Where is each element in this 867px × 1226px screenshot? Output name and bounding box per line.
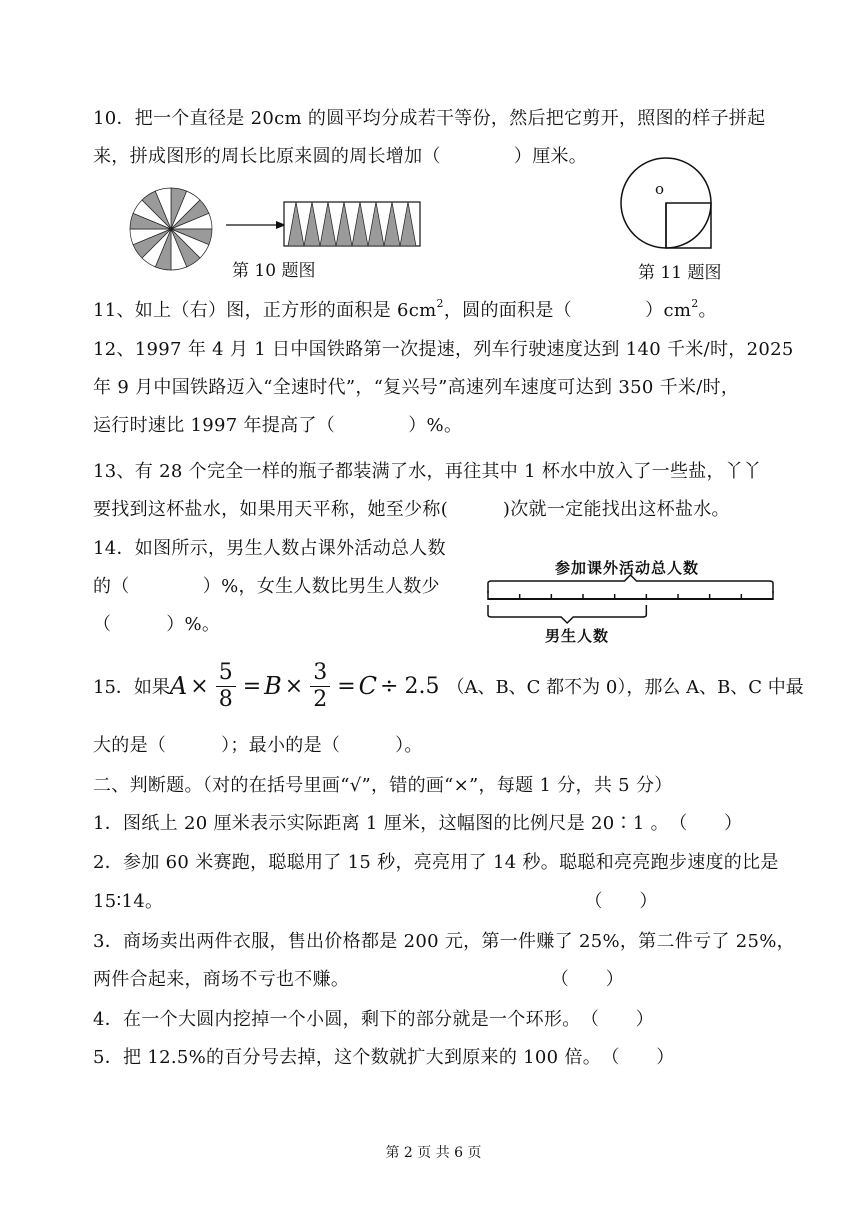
q12-line3: 运行时速比 1997 年提高了（ ）%。 [93, 415, 463, 436]
judge-item-1: 1．图纸上 20 厘米表示实际距离 1 厘米，这幅图的比例尺是 20∶1 。 （ ） [93, 813, 743, 834]
section2-heading: 二、判断题。（对的在括号里画“√”，错的画“×”，每题 1 分，共 5 分） [93, 775, 673, 796]
q14-segment-diagram [485, 575, 780, 635]
judge-item-2-cont: 15∶14。 （ ） [93, 891, 658, 912]
judge-item-3-cont: 两件合起来，商场不亏也不赚。 （ ） [93, 969, 624, 990]
q14-line3: （ ）%。 [93, 614, 221, 635]
q13-line2: 要找到这杯盐水，如果用天平称，她至少称( )次就一定能找出这杯盐水。 [93, 499, 730, 520]
q13-line1: 13、有 28 个完全一样的瓶子都装满了水，再往其中 1 杯水中放入了一些盐，丫丫 [93, 461, 762, 482]
q15-line2: 大的是（ ）；最小的是（ ）。 [93, 735, 423, 756]
q10-line1: 10．把一个直径是 20cm 的圆平均分成若干等份，然后把它剪开，照图的样子拼起 [93, 108, 766, 129]
q10-line2: 来，拼成图形的周长比原来圆的周长增加（ ）厘米。 [93, 146, 588, 167]
q10-divided-circle [130, 188, 212, 270]
q15-equation-line: 15．如果 A × $\frac{5}{8}$ = B × $\frac{3}{2}$ = C ÷ 2.5 （A、B、C 都不为 0），那么 A、B、C 中最 [93, 659, 804, 712]
q10-caption: 第 10 题图 [232, 261, 316, 281]
judge-item-3: 3．商场卖出两件衣服，售出价格都是 200 元，第一件赚了 25%，第二件亏了 25%， [93, 931, 795, 952]
q12-line2: 年 9 月中国铁路迈入“全速时代”，“复兴号”高速列车速度可达到 350 千米/时， [93, 377, 740, 398]
q12-line1: 12、1997 年 4 月 1 日中国铁路第一次提速，列车行驶速度达到 140 千米/时，2025 [93, 339, 794, 360]
q14-total-label: 参加课外活动总人数 [555, 559, 700, 577]
judge-item-2: 2．参加 60 米赛跑，聪聪用了 15 秒，亮亮用了 14 秒。聪聪和亮亮跑步速度的比是 [93, 852, 779, 873]
q11-figure [618, 157, 718, 257]
q10-rearranged-shape [284, 202, 420, 246]
q14-line1: 14．如图所示，男生人数占课外活动总人数 [93, 538, 446, 559]
judge-item-5: 5．把 12.5%的百分号去掉，这个数就扩大到原来的 100 倍。 （ ） [93, 1047, 675, 1068]
q14-boys-label: 男生人数 [545, 627, 610, 645]
page-footer: 第 2 页 共 6 页 [385, 1145, 482, 1161]
q11-center-label: o [655, 180, 665, 198]
q14-line2: 的（ ）%，女生人数比男生人数少 [93, 576, 440, 597]
q11-text: 11、如上（右）图，正方形的面积是 $6cm^2$，圆的面积是（ ）$cm^2$。 [93, 297, 717, 321]
q11-caption: 第 11 题图 [638, 263, 722, 283]
judge-item-4: 4．在一个大圆内挖掉一个小圆，剩下的部分就是一个环形。 （ ） [93, 1009, 655, 1030]
rearranged-outline [284, 202, 420, 246]
